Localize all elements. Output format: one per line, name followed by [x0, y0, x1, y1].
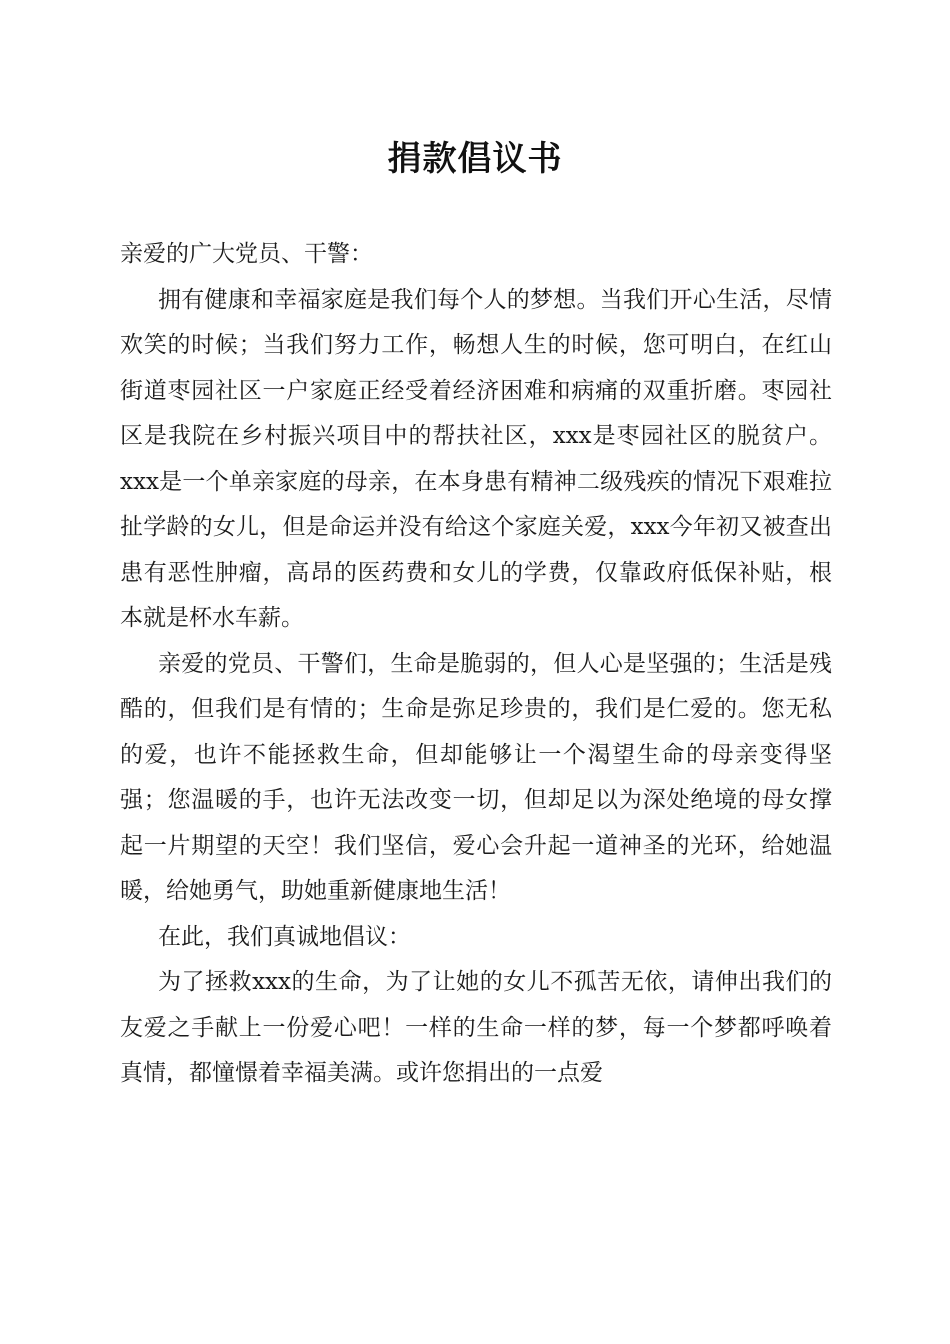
- salutation: 亲爱的广大党员、干警：: [120, 241, 373, 267]
- document-body: [120, 232, 832, 1097]
- paragraph-4: 为了拯救xxx的生命，为了让她的女儿不孤苦无依，请伸出我们的友爱之手献上一份爱心吧！一样的生命一样的梦，每一个梦都呼唤着真情，都憧憬着幸福美满。或许您捐出的一点爱: [120, 969, 832, 1086]
- paragraph-2: 亲爱的党员、干警们，生命是脆弱的，但人心是坚强的；生活是残酷的，但我们是有情的；生命是弥足珍贵的，我们是仁爱的。您无私的爱，也许不能拯救生命，但却能够让一个渴望生命的母亲变得坚强；您温暖的手，也许无法改变一切，但却足以为深处绝境的母女撑起一片期望的天空！我们坚信，爱心会升起一道神圣的光环，给她温暖，给她勇气，助她重新健康地生活！: [120, 650, 832, 904]
- paragraph-3: 在此，我们真诚地倡议：: [158, 923, 411, 950]
- document-title: 捐款倡议书: [387, 139, 563, 179]
- paragraph-1: 拥有健康和幸福家庭是我们每个人的梦想。当我们开心生活，尽情欢笑的时候；当我们努力工作，畅想人生的时候，您可明白，在红山街道枣园社区一户家庭正经受着经济困难和病痛的双重折磨。枣园社区是我院在乡村振兴项目中的帮扶社区，xxx是枣园社区的脱贫户。xxx是一个单亲家庭的母亲，在本身患有精神二级残疾的情况下艰难拉扯学龄的女儿，但是命运并没有给这个家庭关爱，xxx今年初又被查出患有恶性肿瘤，高昂的医药费和女儿的学费，仅靠政府低保补贴，根本就是杯水车薪。: [120, 286, 832, 631]
